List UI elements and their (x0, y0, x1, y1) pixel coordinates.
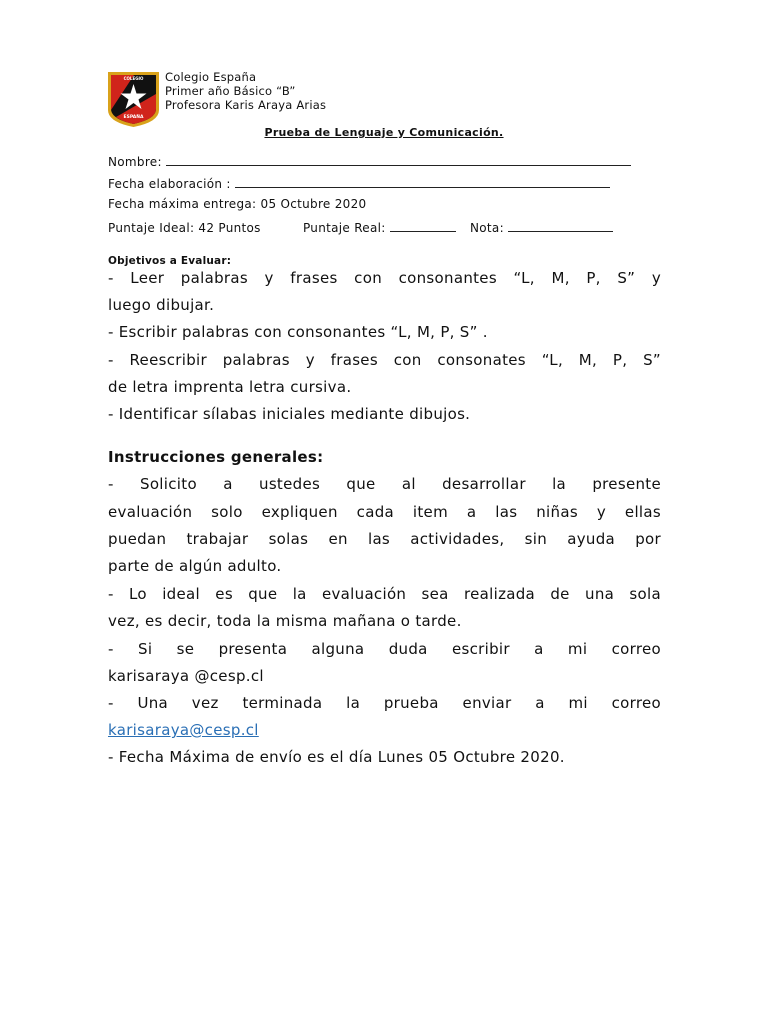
logo-bottom-text: ESPAÑA (123, 115, 144, 120)
name-field (108, 153, 631, 169)
objective-line: - Reescribir palabras y frases con consonates “L, M, P, S” (108, 351, 661, 369)
objective-line: luego dibujar. (108, 296, 215, 314)
school-grade: Primer año Básico “B” (165, 84, 296, 98)
date-label: Fecha elaboración : (108, 177, 231, 191)
ideal-score: Puntaje Ideal: 42 Puntos (108, 221, 261, 235)
instruction-line: karisaraya @cesp.cl (108, 667, 264, 685)
name-blank[interactable] (166, 153, 631, 166)
instruction-line: - Solicito a ustedes que al desarrollar la presente (108, 475, 661, 493)
grade-blank[interactable] (508, 219, 613, 232)
deadline-field: Fecha máxima entrega: 05 Octubre 2020 (108, 197, 367, 211)
objective-line: - Identificar sílabas iniciales mediante dibujos. (108, 405, 471, 423)
instruction-line: evaluación solo expliquen cada item a las niñas y ellas (108, 503, 661, 521)
score-row (108, 219, 613, 235)
email-link[interactable]: karisaraya@cesp.cl (108, 721, 259, 739)
grade-label: Nota: (470, 221, 504, 235)
instruction-line: - Lo ideal es que la evaluación sea realizada de una sola (108, 585, 661, 603)
real-score-blank[interactable] (390, 219, 456, 232)
objectives-heading: Objetivos a Evaluar: (108, 255, 232, 267)
instruction-line: puedan trabajar solas en las actividades, sin ayuda por (108, 530, 661, 548)
instruction-line (108, 721, 661, 739)
school-logo (106, 70, 161, 128)
name-label: Nombre: (108, 155, 162, 169)
instructions-heading: Instrucciones generales: (108, 448, 324, 466)
instruction-line: - Si se presenta alguna duda escribir a mi correo (108, 640, 661, 658)
instruction-line: - Una vez terminada la prueba enviar a mi correo (108, 694, 661, 712)
instruction-line: parte de algún adulto. (108, 557, 282, 575)
instruction-line: - Fecha Máxima de envío es el día Lunes 05 Octubre 2020. (108, 748, 565, 766)
logo-top-text: COLEGIO (123, 76, 144, 81)
instruction-line: vez, es decir, toda la misma mañana o tarde. (108, 612, 462, 630)
objective-line: - Leer palabras y frases con consonantes “L, M, P, S” y (108, 269, 661, 287)
date-blank[interactable] (235, 175, 610, 188)
date-field (108, 175, 610, 191)
school-teacher: Profesora Karis Araya Arias (165, 98, 327, 112)
real-score-label: Puntaje Real: (302, 221, 386, 235)
school-info (165, 70, 326, 112)
school-name: Colegio España (165, 70, 257, 84)
objective-line: - Escribir palabras con consonantes “L, M, P, S” . (108, 323, 488, 341)
exam-title: Prueba de Lenguaje y Comunicación. (264, 126, 504, 139)
objective-line: de letra imprenta letra cursiva. (108, 378, 352, 396)
